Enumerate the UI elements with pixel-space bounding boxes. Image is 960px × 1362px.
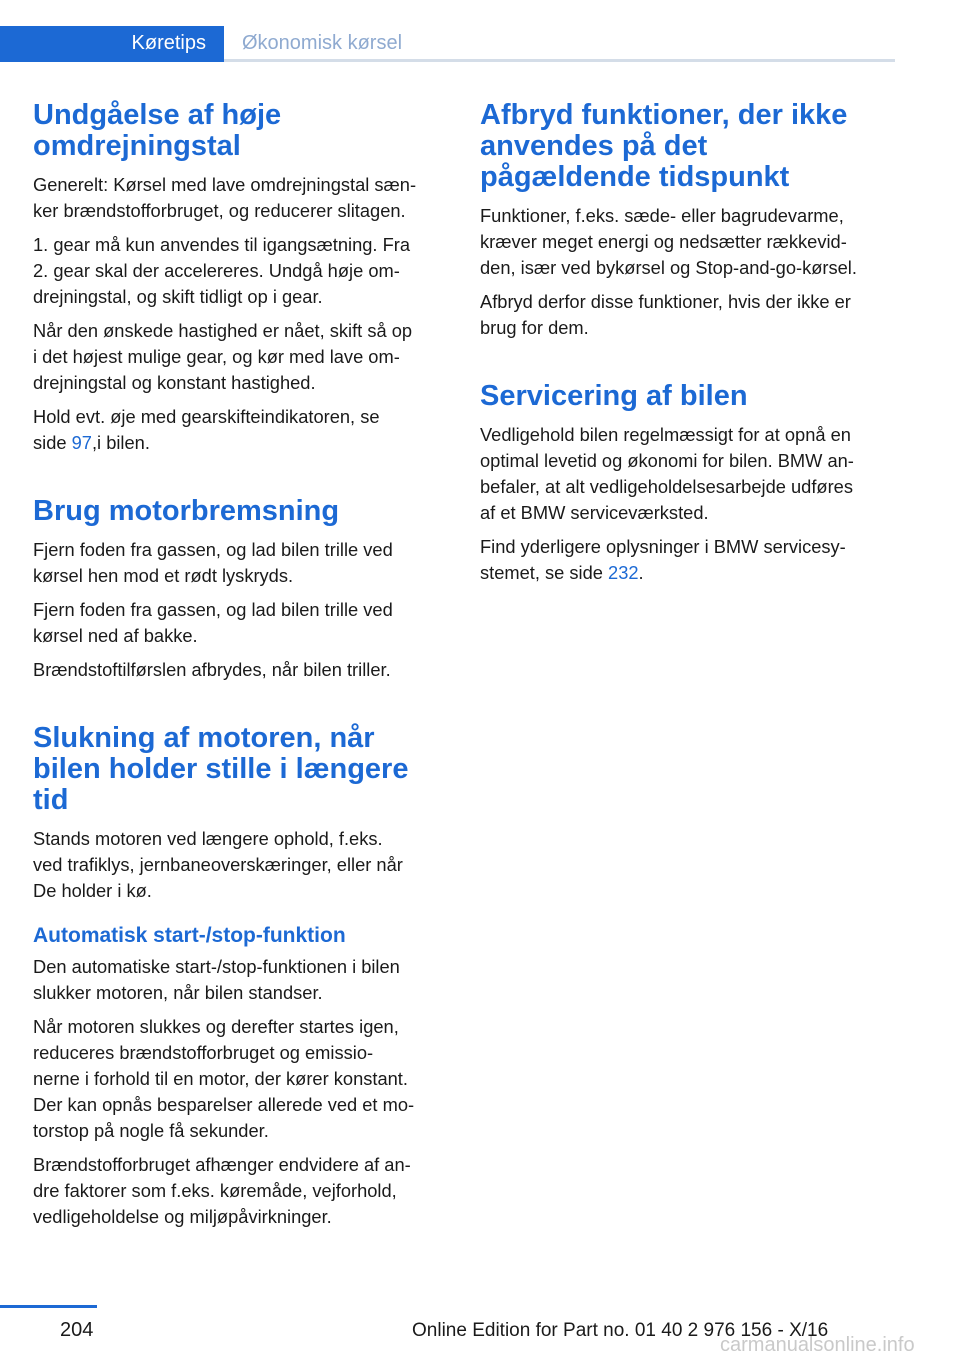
- paragraph: Når den ønskede hastighed er nået, skift så op i det højest mulige gear, og kør med lave om‐ drejningstal og konstant hastighed.: [33, 320, 413, 393]
- page-number: 204: [60, 1319, 94, 1341]
- section-servicering: [480, 381, 898, 586]
- paragraph: Funktioner, f.eks. sæde- eller bagrudevarme, kræver meget energi og nedsætter rækkevid‐ den, især ved bykørsel og Stop-and-go-kørsel.: [480, 205, 857, 278]
- subsection-title: Automatisk start-/stop-funktion: [33, 924, 346, 947]
- paragraph: Stands motoren ved længere ophold, f.eks. ved trafiklys, jernbaneoverskæringer, eller når De holder i kø.: [33, 828, 403, 901]
- paragraph: Generelt: Kørsel med lave omdrejningstal sæn‐ ker brændstofforbruget, og reducerer slitagen.: [33, 174, 417, 221]
- paragraph: Brændstoftilførslen afbrydes, når bilen triller.: [33, 659, 391, 680]
- footer-rule: [0, 1305, 97, 1308]
- paragraph: Fjern foden fra gassen, og lad bilen trille ved kørsel ned af bakke.: [33, 599, 393, 646]
- tab-oekonomisk-koersel[interactable]: Økonomisk kørsel: [242, 32, 403, 54]
- paragraph: Find yderligere oplysninger i BMW servicesy‐ stemet, se side 232.: [480, 536, 846, 583]
- section-motorbremsning: [33, 496, 451, 683]
- paragraph: Hold evt. øje med gearskifteindikatoren, se side 97,i bilen.: [33, 406, 380, 453]
- page-link-97[interactable]: 97: [71, 432, 92, 453]
- paragraph: 1. gear må kun anvendes til igangsætning. Fra 2. gear skal der accelereres. Undgå høje om‐ drejningstal, og skift tidligt op i gear.: [33, 234, 411, 307]
- paragraph: Afbryd derfor disse funktioner, hvis der ikke er brug for dem.: [480, 291, 851, 338]
- section-start-stop: [33, 924, 451, 1230]
- paragraph: Når motoren slukkes og derefter startes igen, reduceres brændstofforbruget og emissio‐ nerne i forhold til en motor, der kører konstant. Der kan opnås besparelser allerede ved et mo‐ torstop på nogle få sekunder.: [33, 1016, 415, 1141]
- watermark: carmanualsonline.info: [720, 1334, 915, 1356]
- section-title: Brug motorbremsning: [33, 495, 340, 527]
- paragraph: Fjern foden fra gassen, og lad bilen trille ved kørsel hen mod et rødt lyskryds.: [33, 539, 393, 586]
- section-undgaaelse: [33, 100, 451, 456]
- paragraph: Vedligehold bilen regelmæssigt for at opnå en optimal levetid og økonomi for bilen. BMW an‐ befaler, at alt vedligeholdelsesarbejde udføres af et BMW serviceværksted.: [480, 424, 854, 523]
- section-title: Servicering af bilen: [480, 380, 748, 412]
- page-header: [0, 26, 895, 62]
- left-column: [33, 100, 451, 1238]
- edition-note: Online Edition for Part no. 01 40 2 976 156 - X/16: [412, 1320, 829, 1341]
- tab-koeretips[interactable]: Køretips: [0, 26, 224, 62]
- paragraph: Brændstofforbruget afhænger endvidere af an‐ dre faktorer som f.eks. køremåde, vejforhold, vedligeholdelse og miljøpåvirkninger.: [33, 1154, 411, 1227]
- paragraph: Den automatiske start-/stop-funktionen i bilen slukker motoren, når bilen standser.: [33, 956, 400, 1003]
- section-slukning: [33, 723, 451, 904]
- page-link-232[interactable]: 232: [608, 562, 639, 583]
- right-column: [480, 100, 898, 594]
- section-afbryd-funktioner: [480, 100, 898, 341]
- section-title: Afbryd funktioner, der ikke anvendes på det pågældende tidspunkt: [480, 99, 848, 193]
- section-title: Undgåelse af høje omdrejningstal: [33, 99, 282, 162]
- section-title: Slukning af motoren, når bilen holder stille i længere tid: [33, 722, 409, 816]
